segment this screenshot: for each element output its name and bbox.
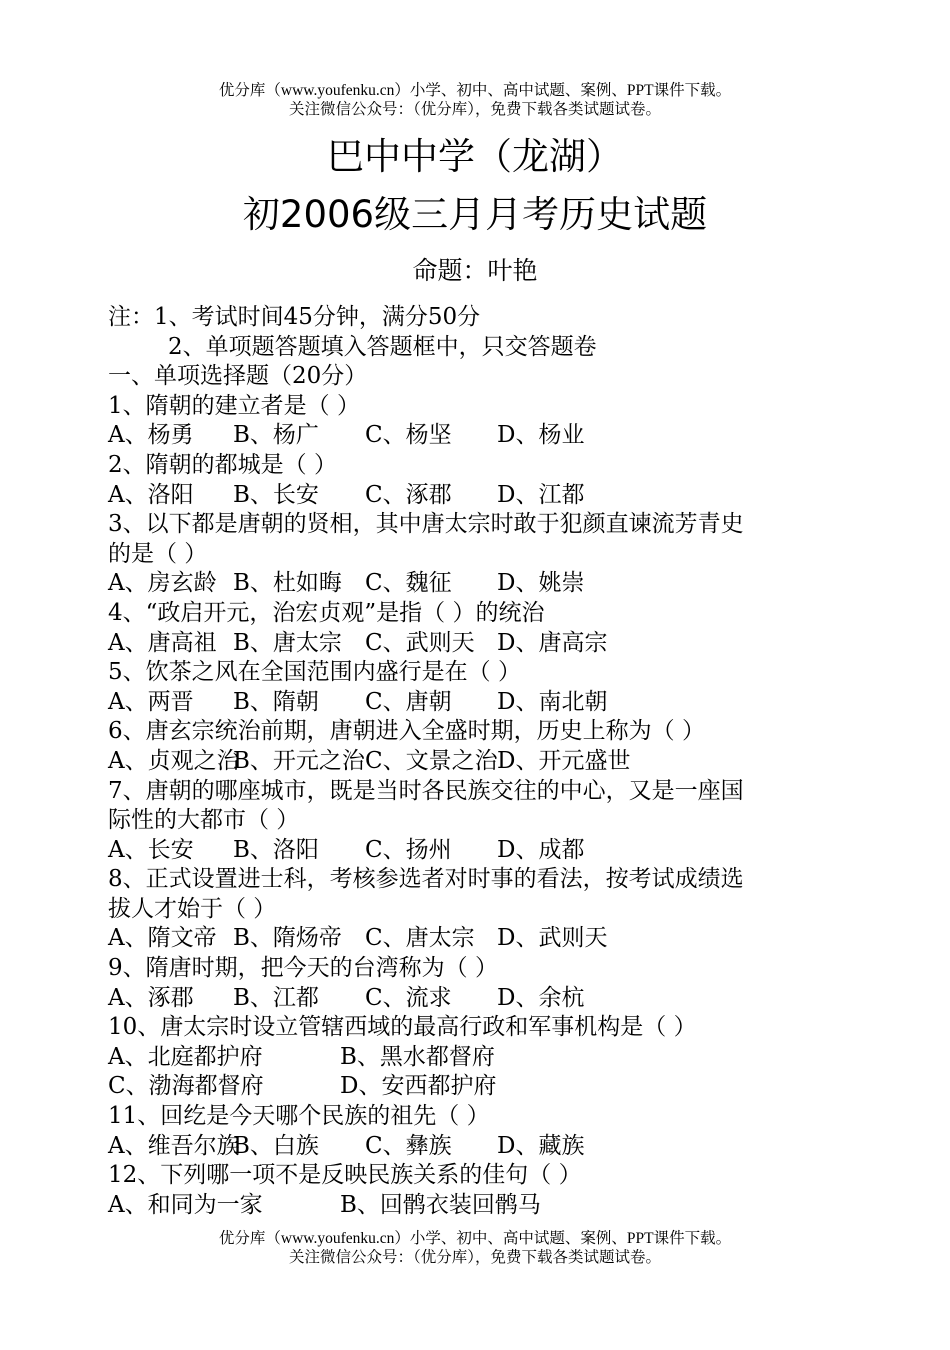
answer-option: D、江都 bbox=[497, 481, 585, 508]
watermark-top bbox=[0, 81, 950, 119]
question-stem: 7、唐朝的哪座城市，既是当时各民族交往的中心，又是一座国 bbox=[108, 777, 744, 804]
answer-options bbox=[108, 569, 848, 599]
answer-option: C、文景之治 bbox=[365, 747, 498, 774]
answer-option: C、渤海都督府 bbox=[108, 1073, 264, 1100]
question-item bbox=[108, 954, 848, 1013]
question-item bbox=[108, 1013, 848, 1102]
answer-option: B、唐太宗 bbox=[233, 629, 342, 656]
question-item bbox=[108, 865, 848, 954]
answer-option: B、开元之治 bbox=[233, 747, 365, 774]
answer-option: C、扬州 bbox=[365, 836, 452, 863]
answer-options bbox=[108, 1043, 848, 1073]
answer-option: B、杜如晦 bbox=[233, 570, 342, 597]
answer-option: A、维吾尔族 bbox=[108, 1132, 240, 1159]
answer-option: A、隋文帝 bbox=[108, 925, 217, 952]
answer-options bbox=[108, 747, 848, 777]
answer-option: D、杨业 bbox=[497, 422, 585, 449]
answer-option: A、长安 bbox=[108, 836, 194, 863]
question-stem: 5、饮茶之风在全国范围内盛行是在（ ） bbox=[108, 659, 521, 686]
watermark-bottom bbox=[0, 1229, 950, 1267]
answer-option: D、姚崇 bbox=[497, 570, 585, 597]
answer-option: B、杨广 bbox=[233, 422, 319, 449]
answer-option: B、长安 bbox=[233, 481, 319, 508]
note-1: 注：1、考试时间45分钟，满分50分 bbox=[108, 304, 481, 330]
answer-option: C、唐太宗 bbox=[365, 925, 475, 952]
author-line: 命题：叶艳 bbox=[412, 256, 538, 285]
answer-option: A、两晋 bbox=[108, 688, 194, 715]
answer-option: B、隋炀帝 bbox=[233, 925, 342, 952]
section-heading: 一、单项选择题（20分） bbox=[108, 363, 368, 390]
question-stem: 12、下列哪一项不是反映民族关系的佳句（ ） bbox=[108, 1162, 582, 1189]
question-stem: 4、“政启开元，治宏贞观”是指（ ）的统治 bbox=[108, 599, 545, 626]
question-stem: 拔人才始于（ ） bbox=[108, 895, 277, 922]
exam-body bbox=[108, 303, 848, 1220]
question-item bbox=[108, 510, 848, 599]
watermark-line1: 优分库（www.youfenku.cn）小学、初中、高中试题、案例、PPT课件下载。 bbox=[218, 82, 732, 99]
question-item bbox=[108, 451, 848, 510]
question-stem: 3、以下都是唐朝的贤相，其中唐太宗时敢于犯颜直谏流芳青史 bbox=[108, 511, 744, 538]
answer-options bbox=[108, 688, 848, 718]
question-item bbox=[108, 658, 848, 717]
answer-options bbox=[108, 421, 848, 451]
answer-options bbox=[108, 1191, 848, 1221]
answer-option: A、和同为一家 bbox=[108, 1191, 263, 1218]
question-stem: 际性的大都市（ ） bbox=[108, 807, 300, 834]
answer-option: B、白族 bbox=[233, 1132, 319, 1159]
question-stem: 6、唐玄宗统治前期，唐朝进入全盛时期，历史上称为（ ） bbox=[108, 718, 705, 745]
answer-options bbox=[108, 629, 848, 659]
answer-option: C、杨坚 bbox=[365, 422, 452, 449]
answer-option: D、安西都护府 bbox=[340, 1073, 497, 1100]
answer-option: C、武则天 bbox=[365, 629, 475, 656]
answer-option: B、黑水都督府 bbox=[340, 1043, 495, 1070]
answer-option: A、涿郡 bbox=[108, 984, 194, 1011]
answer-option: D、武则天 bbox=[497, 925, 608, 952]
answer-option: B、江都 bbox=[233, 984, 319, 1011]
question-stem: 2、隋朝的都城是（ ） bbox=[108, 451, 337, 478]
question-item bbox=[108, 599, 848, 658]
question-stem: 10、唐太宗时设立管辖西域的最高行政和军事机构是（ ） bbox=[108, 1014, 697, 1041]
note-2: 2、单项题答题填入答题框中，只交答题卷 bbox=[168, 333, 597, 360]
answer-option: D、开元盛世 bbox=[497, 747, 631, 774]
watermark-line2: 关注微信公众号：（优分库），免费下载各类试题试卷。 bbox=[288, 1249, 661, 1266]
question-stem: 1、隋朝的建立者是（ ） bbox=[108, 392, 360, 419]
exam-title: 初2006级三月月考历史试题 bbox=[242, 193, 708, 236]
answer-option: A、房玄龄 bbox=[108, 570, 217, 597]
answer-option: C、唐朝 bbox=[365, 688, 452, 715]
question-stem: 11、回纥是今天哪个民族的祖先（ ） bbox=[108, 1103, 490, 1130]
answer-options bbox=[108, 1132, 848, 1162]
answer-option: C、魏征 bbox=[365, 570, 452, 597]
answer-option: B、洛阳 bbox=[233, 836, 319, 863]
answer-option: A、贞观之治 bbox=[108, 747, 240, 774]
watermark-line1: 优分库（www.youfenku.cn）小学、初中、高中试题、案例、PPT课件下载。 bbox=[218, 1230, 732, 1247]
answer-option: D、成都 bbox=[497, 836, 585, 863]
question-stem: 8、正式设置进士科，考核参选者对时事的看法，按考试成绩选 bbox=[108, 866, 744, 893]
answer-option: C、彝族 bbox=[365, 1132, 452, 1159]
answer-options bbox=[108, 924, 848, 954]
answer-options bbox=[108, 1072, 848, 1102]
question-item bbox=[108, 392, 848, 451]
answer-option: B、隋朝 bbox=[233, 688, 319, 715]
watermark-line2: 关注微信公众号：（优分库），免费下载各类试题试卷。 bbox=[288, 101, 661, 118]
answer-option: C、涿郡 bbox=[365, 481, 452, 508]
answer-options bbox=[108, 836, 848, 866]
question-item bbox=[108, 1102, 848, 1161]
answer-option: B、回鹘衣装回鹘马 bbox=[340, 1191, 541, 1218]
answer-option: C、流求 bbox=[365, 984, 452, 1011]
question-item bbox=[108, 1161, 848, 1220]
answer-options bbox=[108, 984, 848, 1014]
answer-option: A、杨勇 bbox=[108, 422, 194, 449]
answer-option: D、唐高宗 bbox=[497, 629, 608, 656]
answer-option: D、藏族 bbox=[497, 1132, 585, 1159]
question-item bbox=[108, 717, 848, 776]
school-title: 巴中中学（龙湖） bbox=[327, 135, 623, 178]
answer-option: A、洛阳 bbox=[108, 481, 194, 508]
question-stem: 的是（ ） bbox=[108, 540, 208, 567]
answer-options bbox=[108, 481, 848, 511]
answer-option: A、唐高祖 bbox=[108, 629, 217, 656]
question-list bbox=[108, 392, 848, 1221]
answer-option: D、南北朝 bbox=[497, 688, 608, 715]
answer-option: A、北庭都护府 bbox=[108, 1043, 263, 1070]
question-item bbox=[108, 777, 848, 866]
answer-option: D、余杭 bbox=[497, 984, 585, 1011]
question-stem: 9、隋唐时期，把今天的台湾称为（ ） bbox=[108, 955, 498, 982]
